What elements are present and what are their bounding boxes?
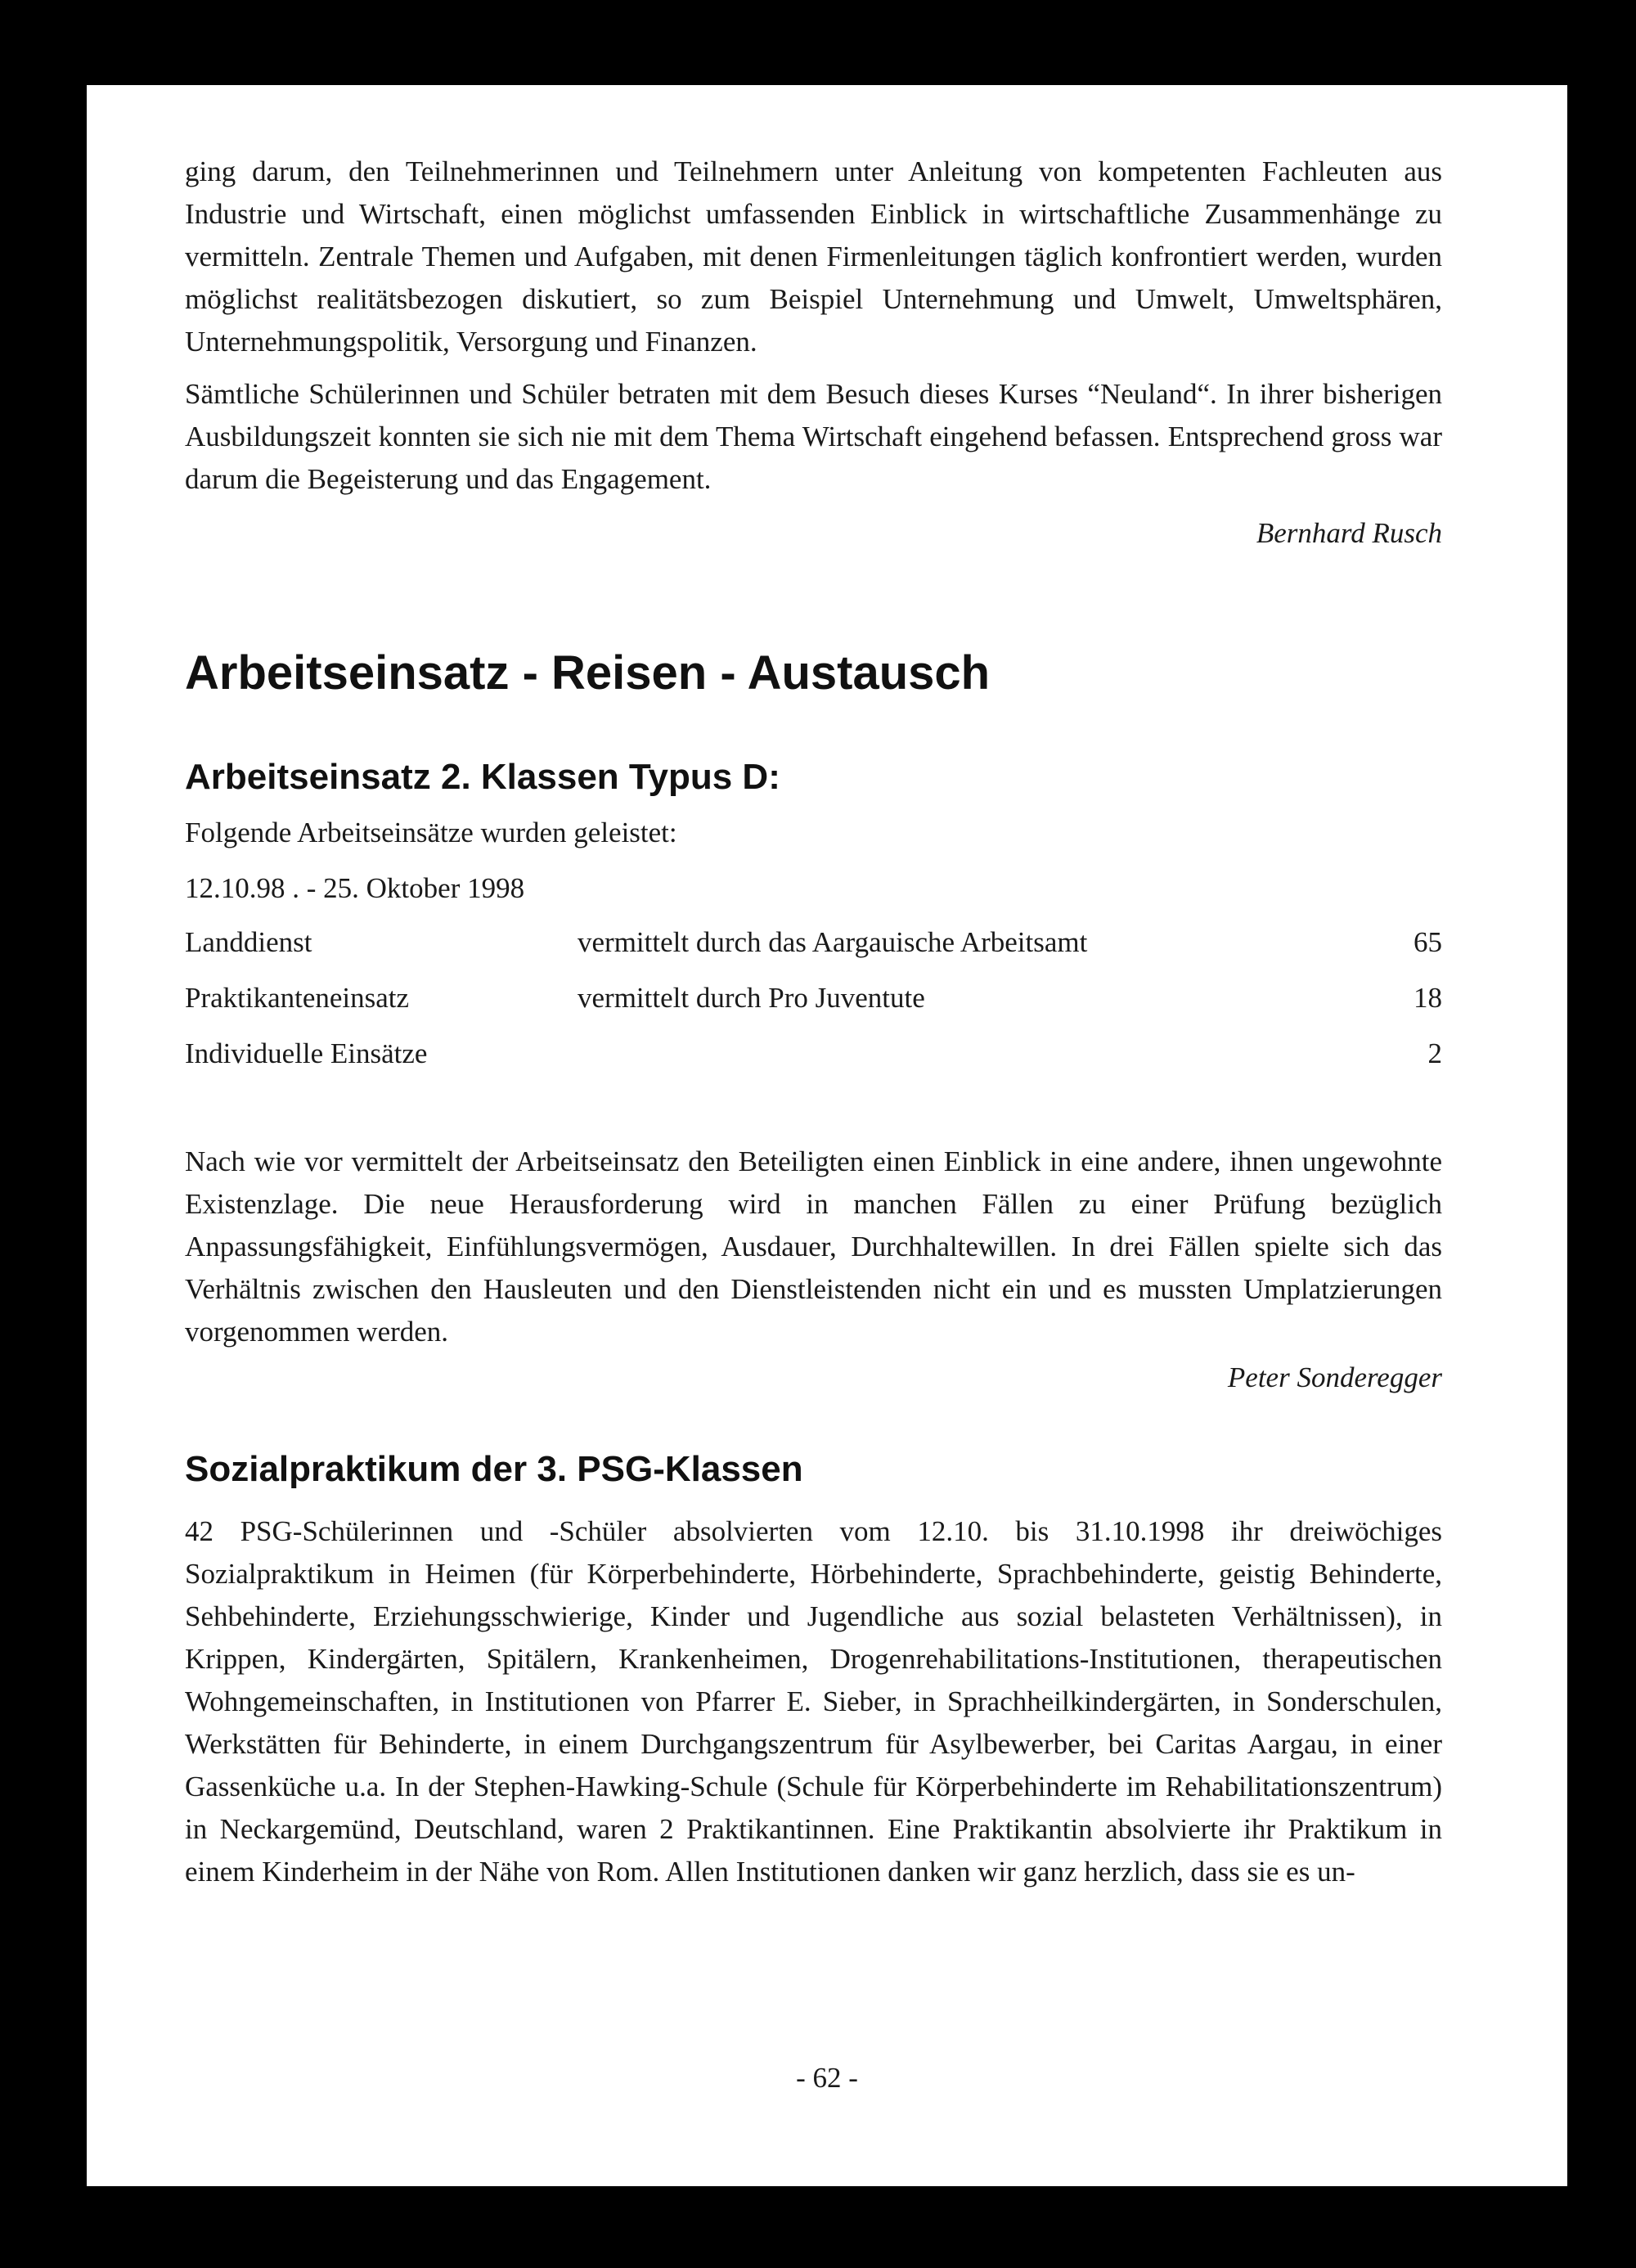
page-content	[185, 151, 1442, 1893]
row-via: vermittelt durch Pro Juventute	[578, 982, 925, 1014]
section-heading-sozialpraktikum: Sozialpraktikum der 3. PSG-Klassen	[185, 1449, 803, 1489]
section-heading-arbeitseinsatz: Arbeitseinsatz 2. Klassen Typus D:	[185, 757, 780, 797]
table-row	[185, 921, 1442, 977]
row-count: 2	[1427, 1037, 1442, 1069]
row-via: vermittelt durch das Aargauische Arbeitsamt	[578, 926, 1088, 958]
assignment-table	[185, 921, 1442, 1088]
page-number: - 62 -	[796, 2062, 858, 2094]
table-row	[185, 977, 1442, 1033]
row-count: 18	[1414, 982, 1442, 1014]
row-count: 65	[1414, 926, 1442, 958]
signature-sonderegger: Peter Sonderegger	[1227, 1361, 1442, 1393]
intro-line: Folgende Arbeitseinsätze wurden geleistet:	[185, 817, 677, 848]
table-row	[185, 1033, 1442, 1088]
arbeitseinsatz-paragraph: Nach wie vor vermittelt der Arbeitseinsatz den Beteiligten einen Einblick in eine andere, ihnen ungewohnte Existenzlage. Die neue Herausforderung wird in manchen Fällen zu einer Prüfung bezüglich Anpassungsfähigkeit, Einfühlungsvermögen, Ausdauer, Durchhaltewillen. In drei Fällen spielte sich das Verhältnis zwischen den Hausleuten und den Dienstleistenden nicht ein und es mussten Umplatzierungen vorgenommen werden.	[185, 1145, 1442, 1348]
row-name: Individuelle Einsätze	[185, 1037, 428, 1069]
signature-rusch: Bernhard Rusch	[1256, 517, 1442, 549]
date-range: 12.10.98 . - 25. Oktober 1998	[185, 872, 525, 904]
document-page	[87, 85, 1567, 2186]
intro-paragraph-2: Sämtliche Schülerinnen und Schüler betraten mit dem Besuch dieses Kurses “Neuland“. In ihrer bisherigen Ausbildungszeit konnten sie sich nie mit dem Thema Wirtschaft eingehend befassen. Entsprechend gross war darum die Begeisterung und das Engagement.	[185, 378, 1442, 495]
intro-paragraph-1: ging darum, den Teilnehmerinnen und Teilnehmern unter Anleitung von kompetenten Fachleuten aus Industrie und Wirtschaft, einen möglichst umfassenden Einblick in wirtschaftliche Zusammenhänge zu vermitteln. Zentrale Themen und Aufgaben, mit denen Firmenleitungen täglich konfrontiert werden, wurden möglichst realitätsbezogen diskutiert, so zum Beispiel Unternehmung und Umwelt, Umweltsphären, Unternehmungspolitik, Versorgung und Finanzen.	[185, 155, 1442, 358]
sozialpraktikum-paragraph: 42 PSG-Schülerinnen und -Schüler absolvierten vom 12.10. bis 31.10.1998 ihr dreiwöchiges Sozialpraktikum in Heimen (für Körperbehinderte, Hörbehinderte, Sprachbehinderte, geistig Behinderte, Sehbehinderte, Erziehungsschwierige, Kinder und Jugendliche aus sozial belasteten Verhältnissen), in Krippen, Kindergärten, Spitälern, Krankenheimen, Drogenrehabilitations-Institutionen, therapeutischen Wohngemeinschaften, in Institutionen von Pfarrer E. Sieber, in Sprachheilkindergärten, in Sonderschulen, Werkstätten für Behinderte, in einem Durchgangszentrum für Asylbewerber, bei Caritas Aargau, in einer Gassenküche u.a. In der Stephen-Hawking-Schule (Schule für Körperbehinderte im Rehabilitationszentrum) in Neckargemünd, Deutschland, waren 2 Praktikantinnen. Eine Praktikantin absolvierte ihr Praktikum in einem Kinderheim in der Nähe von Rom. Allen Institutionen danken wir ganz herzlich, dass sie es un-	[185, 1515, 1442, 1888]
row-name: Landdienst	[185, 926, 312, 958]
main-heading: Arbeitseinsatz - Reisen - Austausch	[185, 646, 991, 700]
row-name: Praktikanteneinsatz	[185, 982, 410, 1014]
